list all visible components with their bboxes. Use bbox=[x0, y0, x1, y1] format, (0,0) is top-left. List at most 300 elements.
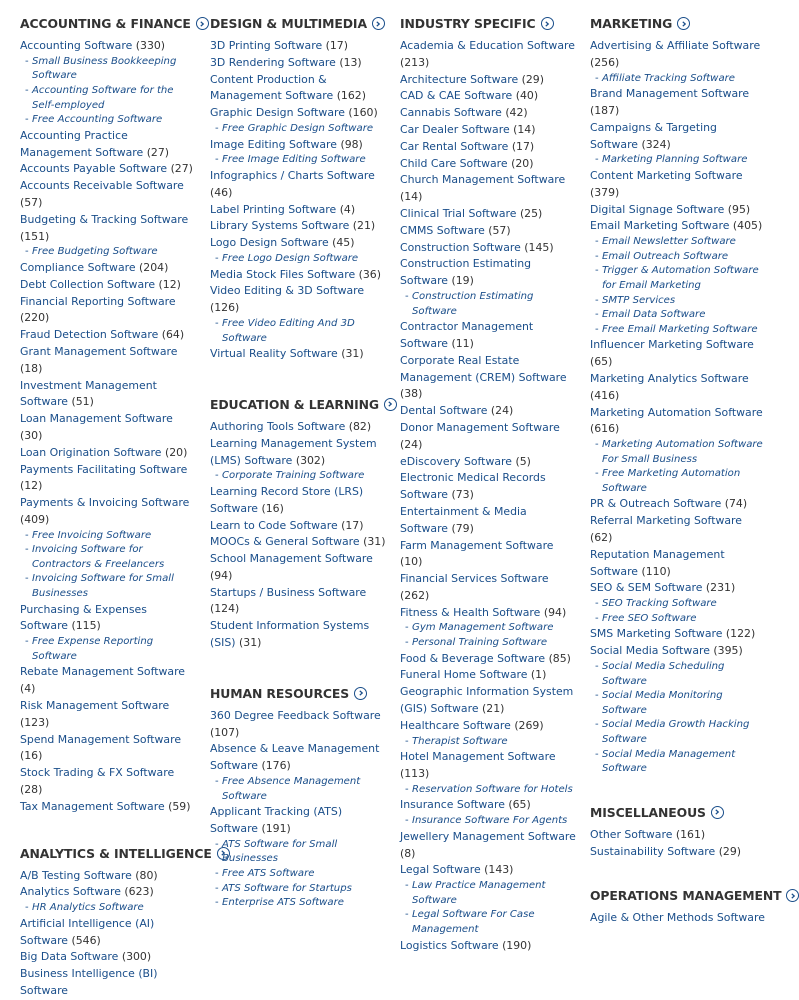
category-name[interactable]: Hotel Management Software bbox=[400, 750, 556, 764]
category-link-media-stock-files-software[interactable] bbox=[210, 267, 388, 284]
category-name[interactable]: PR & Outreach Software bbox=[590, 497, 722, 511]
subcategory-link-free-image-editing-software[interactable]: - Free Image Editing Software bbox=[210, 153, 388, 168]
category-count: (19) bbox=[451, 274, 474, 288]
subcategory-link-legal-software-for-case-management[interactable]: - Legal Software For Case Management bbox=[400, 908, 578, 937]
category-name[interactable]: Fitness & Health Software bbox=[400, 605, 541, 619]
category-link-accounting-software[interactable] bbox=[20, 38, 198, 55]
category-link-budgeting-and-tracking-software[interactable] bbox=[20, 212, 198, 246]
category-name[interactable]: Infographics / Charts Software bbox=[210, 168, 375, 182]
category-count: (80) bbox=[135, 868, 158, 882]
section-heading[interactable] bbox=[400, 16, 578, 31]
category-link-construction-software[interactable] bbox=[400, 240, 578, 257]
category-link-accounting-practice-management-software[interactable] bbox=[20, 128, 198, 162]
category-count: (73) bbox=[451, 488, 474, 502]
category-name[interactable]: Construction Software bbox=[400, 240, 521, 254]
subcategory-link-social-media-management-software[interactable]: - Social Media Management Software bbox=[590, 748, 766, 777]
category-name[interactable]: Financial Reporting Software bbox=[20, 294, 176, 308]
subcategory-link-social-media-scheduling-software[interactable]: - Social Media Scheduling Software bbox=[590, 660, 766, 689]
category-link-risk-management-software[interactable] bbox=[20, 698, 198, 732]
category-count: (546) bbox=[71, 933, 101, 947]
category-name[interactable]: Insurance Software bbox=[400, 798, 505, 812]
category-link-donor-management-software[interactable] bbox=[400, 420, 578, 454]
category-link-startups-business-software[interactable] bbox=[210, 585, 388, 619]
category-link-church-management-software[interactable] bbox=[400, 172, 578, 206]
category-link-clinical-trial-software[interactable] bbox=[400, 206, 578, 223]
category-link-ediscovery-software[interactable] bbox=[400, 454, 578, 471]
category-name[interactable]: Absence & Leave Management Software bbox=[210, 742, 380, 773]
category-link-infographics-charts-software[interactable] bbox=[210, 168, 388, 202]
category-link-content-production-and-management-software[interactable] bbox=[210, 72, 388, 106]
category-link-payments-and-invoicing-software[interactable] bbox=[20, 495, 198, 529]
category-link-marketing-analytics-software[interactable] bbox=[590, 371, 766, 405]
category-count: (126) bbox=[210, 301, 240, 315]
subcategory-link-corporate-training-software[interactable]: - Corporate Training Software bbox=[210, 469, 388, 484]
section-heading[interactable] bbox=[210, 16, 388, 31]
chevron-right-circle-icon[interactable] bbox=[354, 687, 367, 700]
category-name[interactable]: Content Production & Management Software bbox=[210, 72, 334, 103]
category-name[interactable]: 3D Rendering Software bbox=[210, 55, 336, 69]
category-link-sms-marketing-software[interactable] bbox=[590, 626, 766, 643]
category-link-3d-printing-software[interactable] bbox=[210, 38, 388, 55]
category-link-other-software[interactable] bbox=[590, 827, 766, 844]
category-link-academia-and-education-software[interactable] bbox=[400, 38, 578, 72]
category-count: (29) bbox=[521, 72, 544, 86]
category-link-label-printing-software[interactable] bbox=[210, 202, 388, 219]
category-name[interactable]: Farm Management Software bbox=[400, 538, 554, 552]
category-list bbox=[400, 38, 578, 954]
category-name[interactable]: Payments & Invoicing Software bbox=[20, 496, 190, 510]
category-name[interactable]: Tax Management Software bbox=[20, 799, 165, 813]
category-link-grant-management-software[interactable] bbox=[20, 344, 198, 378]
category-name[interactable]: CMMS Software bbox=[400, 223, 485, 237]
category-name[interactable]: Graphic Design Software bbox=[210, 106, 345, 120]
category-link-content-marketing-software[interactable] bbox=[590, 168, 766, 202]
category-name[interactable]: Business Intelligence (BI) Software bbox=[20, 967, 158, 997]
category-link-architecture-software[interactable] bbox=[400, 72, 578, 89]
category-name[interactable]: Legal Software bbox=[400, 863, 481, 877]
category-count: (115) bbox=[71, 619, 101, 633]
category-count: (16) bbox=[261, 501, 284, 515]
category-link-farm-management-software[interactable] bbox=[400, 538, 578, 572]
category-link-video-editing-and-3d-software[interactable] bbox=[210, 283, 388, 317]
category-name[interactable]: Compliance Software bbox=[20, 260, 136, 274]
category-name[interactable]: Startups / Business Software bbox=[210, 585, 367, 599]
category-link-jewellery-management-software[interactable] bbox=[400, 829, 578, 863]
category-name[interactable]: Geographic Information System (GIS) Software bbox=[400, 685, 574, 716]
category-count: (262) bbox=[400, 588, 430, 602]
category-name[interactable]: SEO & SEM Software bbox=[590, 581, 703, 595]
section-heading[interactable] bbox=[210, 397, 388, 412]
category-name[interactable]: Loan Management Software bbox=[20, 412, 173, 426]
category-count: (16) bbox=[20, 749, 43, 763]
category-name[interactable]: Advertising & Affiliate Software bbox=[590, 39, 761, 52]
subcategory-link-free-logo-design-software[interactable]: - Free Logo Design Software bbox=[210, 252, 388, 267]
subcategory-link-free-invoicing-software[interactable]: - Free Invoicing Software bbox=[20, 529, 198, 544]
category-name[interactable]: Purchasing & Expenses Software bbox=[20, 602, 147, 633]
category-name[interactable]: SMS Marketing Software bbox=[590, 627, 723, 641]
category-link-compliance-software[interactable] bbox=[20, 260, 198, 277]
category-link-absence-and-leave-management-software[interactable] bbox=[210, 741, 388, 775]
category-link-spend-management-software[interactable] bbox=[20, 732, 198, 766]
category-name[interactable]: Label Printing Software bbox=[210, 202, 337, 216]
category-name[interactable]: Cannabis Software bbox=[400, 106, 502, 120]
subcategory-link-email-data-software[interactable]: - Email Data Software bbox=[590, 308, 766, 323]
category-name[interactable]: Debt Collection Software bbox=[20, 277, 156, 291]
category-count: (269) bbox=[514, 718, 544, 732]
category-name[interactable]: Jewellery Management Software bbox=[400, 829, 576, 843]
category-name[interactable]: Church Management Software bbox=[400, 173, 566, 187]
category-name[interactable]: Applicant Tracking (ATS) Software bbox=[210, 805, 343, 836]
category-column-3 bbox=[400, 0, 578, 954]
category-count: (42) bbox=[505, 106, 528, 120]
section-heading[interactable] bbox=[210, 686, 388, 701]
category-count: (623) bbox=[124, 885, 154, 899]
category-count: (13) bbox=[339, 55, 362, 69]
category-name[interactable]: Marketing Automation Software bbox=[590, 405, 763, 419]
category-link-student-information-systems-sis[interactable] bbox=[210, 618, 388, 652]
category-link-digital-signage-software[interactable] bbox=[590, 202, 766, 219]
category-count: (27) bbox=[170, 162, 193, 176]
section-heading[interactable] bbox=[20, 845, 212, 861]
category-count: (124) bbox=[210, 602, 240, 616]
category-name[interactable]: Referral Marketing Software bbox=[590, 514, 742, 528]
category-name[interactable]: Healthcare Software bbox=[400, 718, 511, 732]
category-link-healthcare-software[interactable] bbox=[400, 718, 578, 735]
category-link-library-systems-software[interactable] bbox=[210, 218, 388, 235]
category-name[interactable]: Funeral Home Software bbox=[400, 668, 528, 682]
section-human-resources bbox=[210, 686, 388, 911]
category-count: (107) bbox=[210, 725, 240, 739]
category-name[interactable]: Loan Origination Software bbox=[20, 445, 162, 459]
category-name[interactable]: Media Stock Files Software bbox=[210, 267, 356, 281]
category-name[interactable]: Electronic Medical Records Software bbox=[400, 471, 546, 502]
category-link-loan-origination-software[interactable] bbox=[20, 445, 198, 462]
subcategory-link-invoicing-software-for-contractors-and-freelancers[interactable]: - Invoicing Software for Contractors & Freelancers bbox=[20, 543, 198, 572]
category-name[interactable]: Accounting Software bbox=[20, 39, 133, 52]
subcategory-link-affiliate-tracking-software[interactable]: - Affiliate Tracking Software bbox=[590, 72, 766, 87]
category-link-corporate-real-estate-management-crem-software[interactable] bbox=[400, 353, 578, 403]
category-name[interactable]: Clinical Trial Software bbox=[400, 206, 517, 220]
category-name[interactable]: Influencer Marketing Software bbox=[590, 338, 754, 352]
category-name[interactable]: Agile & Other Methods Software bbox=[590, 911, 765, 925]
category-link-learning-management-system-lms-software[interactable] bbox=[210, 436, 388, 470]
category-name[interactable]: Email Marketing Software bbox=[590, 219, 730, 233]
category-link-seo-and-sem-software[interactable] bbox=[590, 580, 766, 597]
category-link-agile-and-other-methods-software[interactable] bbox=[590, 910, 766, 927]
category-link-geographic-information-system-gis-software[interactable] bbox=[400, 684, 578, 718]
category-name[interactable]: Student Information Systems (SIS) bbox=[210, 619, 370, 650]
category-name[interactable]: 3D Printing Software bbox=[210, 39, 323, 52]
category-name[interactable]: Learning Record Store (LRS) Software bbox=[210, 484, 364, 515]
category-link-car-dealer-software[interactable] bbox=[400, 122, 578, 139]
chevron-right-circle-icon[interactable] bbox=[541, 17, 554, 30]
subcategory-link-free-budgeting-software[interactable]: - Free Budgeting Software bbox=[20, 245, 198, 260]
category-link-campaigns-and-targeting-software[interactable] bbox=[590, 120, 766, 154]
category-link-car-rental-software[interactable] bbox=[400, 139, 578, 156]
category-count: (330) bbox=[135, 39, 166, 52]
category-link-applicant-tracking-ats-software[interactable] bbox=[210, 804, 388, 838]
category-name[interactable]: Corporate Real Estate Management (CREM) Software bbox=[400, 353, 567, 384]
category-count: (57) bbox=[20, 195, 43, 209]
category-link-financial-reporting-software[interactable] bbox=[20, 294, 198, 328]
category-link-contractor-management-software[interactable] bbox=[400, 319, 578, 353]
section-marketing bbox=[590, 16, 766, 777]
category-link-tax-management-software[interactable] bbox=[20, 799, 198, 816]
subcategory-link-small-business-bookkeeping-software[interactable]: - Small Business Bookkeeping Software bbox=[20, 55, 198, 84]
category-name[interactable]: Brand Management Software bbox=[590, 87, 750, 101]
category-name[interactable]: Learn to Code Software bbox=[210, 518, 338, 532]
category-link-accounts-receivable-software[interactable] bbox=[20, 178, 198, 212]
category-link-virtual-reality-software[interactable] bbox=[210, 346, 388, 363]
section-heading[interactable] bbox=[20, 16, 198, 31]
category-link-food-and-beverage-software[interactable] bbox=[400, 651, 578, 668]
subcategory-link-law-practice-management-software[interactable]: - Law Practice Management Software bbox=[400, 879, 578, 908]
category-list bbox=[210, 38, 388, 363]
category-name[interactable]: Campaigns & Targeting Software bbox=[590, 120, 717, 151]
category-name[interactable]: Image Editing Software bbox=[210, 137, 337, 151]
category-name[interactable]: Video Editing & 3D Software bbox=[210, 284, 365, 298]
category-name[interactable]: eDiscovery Software bbox=[400, 454, 512, 468]
section-heading[interactable] bbox=[590, 16, 766, 31]
category-count: (213) bbox=[400, 55, 430, 69]
category-link-legal-software[interactable] bbox=[400, 862, 578, 879]
category-link-accounts-payable-software[interactable] bbox=[20, 161, 198, 178]
category-link-business-intelligence-bi-software[interactable] bbox=[20, 966, 198, 1000]
category-name[interactable]: Architecture Software bbox=[400, 72, 519, 86]
category-name[interactable]: Grant Management Software bbox=[20, 344, 178, 358]
category-count: (65) bbox=[508, 798, 531, 812]
category-count: (40) bbox=[515, 89, 539, 103]
category-name[interactable]: Sustainability Software bbox=[590, 844, 716, 858]
category-link-email-marketing-software[interactable] bbox=[590, 218, 766, 235]
category-name[interactable]: A/B Testing Software bbox=[20, 868, 132, 882]
category-name[interactable]: Virtual Reality Software bbox=[210, 347, 338, 361]
category-count: (256) bbox=[590, 55, 620, 69]
category-name[interactable]: Digital Signage Software bbox=[590, 202, 725, 216]
category-link-payments-facilitating-software[interactable] bbox=[20, 462, 198, 496]
category-name[interactable]: Food & Beverage Software bbox=[400, 651, 546, 665]
category-link-loan-management-software[interactable] bbox=[20, 411, 198, 445]
category-name[interactable]: Big Data Software bbox=[20, 950, 119, 964]
category-count: (12) bbox=[158, 277, 181, 291]
subcategory-link-trigger-and-automation-software-for-email-marketing[interactable]: - Trigger & Automation Software for Email Marketing bbox=[590, 264, 766, 293]
chevron-right-circle-icon[interactable] bbox=[384, 398, 397, 411]
category-name[interactable]: Spend Management Software bbox=[20, 732, 182, 746]
category-link-cmms-software[interactable] bbox=[400, 223, 578, 240]
category-link-hotel-management-software[interactable] bbox=[400, 749, 578, 783]
category-link-3d-rendering-software[interactable] bbox=[210, 55, 388, 72]
subcategory-link-invoicing-software-for-small-businesses[interactable]: - Invoicing Software for Small Businesses bbox=[20, 572, 198, 601]
category-name[interactable]: Marketing Analytics Software bbox=[590, 371, 749, 385]
category-name[interactable]: Other Software bbox=[590, 827, 673, 841]
subcategory-link-construction-estimating-software[interactable]: - Construction Estimating Software bbox=[400, 290, 578, 319]
subcategory-link-hr-analytics-software[interactable]: - HR Analytics Software bbox=[20, 901, 198, 916]
category-name[interactable]: Accounts Receivable Software bbox=[20, 179, 184, 193]
category-link-electronic-medical-records-software[interactable] bbox=[400, 470, 578, 504]
category-count: (145) bbox=[524, 240, 554, 254]
category-name[interactable]: Dental Software bbox=[400, 404, 488, 418]
subcategory-link-free-ats-software[interactable]: - Free ATS Software bbox=[210, 867, 388, 882]
category-link-stock-trading-and-fx-software[interactable] bbox=[20, 765, 198, 799]
section-heading[interactable] bbox=[590, 888, 782, 904]
category-link-rebate-management-software[interactable] bbox=[20, 664, 198, 698]
category-link-reputation-management-software[interactable] bbox=[590, 547, 766, 581]
category-name[interactable]: CAD & CAE Software bbox=[400, 89, 513, 103]
category-name[interactable]: Entertainment & Media Software bbox=[400, 504, 527, 535]
category-name[interactable]: Stock Trading & FX Software bbox=[20, 766, 175, 780]
category-link-construction-estimating-software[interactable] bbox=[400, 256, 578, 290]
subcategory-link-free-marketing-automation-software[interactable]: - Free Marketing Automation Software bbox=[590, 467, 766, 496]
category-count: (59) bbox=[168, 799, 191, 813]
subcategory-link-gym-management-software[interactable]: - Gym Management Software bbox=[400, 621, 578, 636]
category-link-entertainment-and-media-software[interactable] bbox=[400, 504, 578, 538]
subcategory-link-ats-software-for-small-businesses[interactable]: - ATS Software for Small Businesses bbox=[210, 838, 388, 867]
category-name[interactable]: School Management Software bbox=[210, 552, 373, 566]
category-link-sustainability-software[interactable] bbox=[590, 844, 766, 861]
category-name[interactable]: Risk Management Software bbox=[20, 699, 170, 713]
category-name[interactable]: Car Dealer Software bbox=[400, 122, 510, 136]
subcategory-link-marketing-automation-software-for-small-business[interactable]: - Marketing Automation Software For Small Business bbox=[590, 438, 766, 467]
category-link-analytics-software[interactable] bbox=[20, 884, 198, 901]
category-name[interactable]: 360 Degree Feedback Software bbox=[210, 708, 381, 722]
category-name[interactable]: Child Care Software bbox=[400, 156, 508, 170]
subcategory-link-social-media-growth-hacking-software[interactable]: - Social Media Growth Hacking Software bbox=[590, 718, 766, 747]
subcategory-link-free-expense-reporting-software[interactable]: - Free Expense Reporting Software bbox=[20, 635, 198, 664]
category-count: (18) bbox=[20, 361, 43, 375]
category-name[interactable]: Academia & Education Software bbox=[400, 39, 575, 52]
category-count: (24) bbox=[490, 404, 514, 418]
subcategory-link-therapist-software[interactable]: - Therapist Software bbox=[400, 735, 578, 750]
category-link-learn-to-code-software[interactable] bbox=[210, 518, 388, 535]
category-link-brand-management-software[interactable] bbox=[590, 86, 766, 120]
subcategory-link-reservation-software-for-hotels[interactable]: - Reservation Software for Hotels bbox=[400, 783, 578, 798]
category-name[interactable]: Contractor Management Software bbox=[400, 320, 534, 350]
category-name[interactable]: Donor Management Software bbox=[400, 420, 560, 434]
category-link-influencer-marketing-software[interactable] bbox=[590, 337, 766, 371]
category-name[interactable]: Construction Estimating Software bbox=[400, 257, 532, 288]
category-name[interactable]: Logo Design Software bbox=[210, 236, 329, 250]
category-name[interactable]: Artificial Intelligence (AI) Software bbox=[20, 916, 155, 947]
category-link-cannabis-software[interactable] bbox=[400, 105, 578, 122]
category-link-debt-collection-software[interactable] bbox=[20, 277, 198, 294]
subcategory-link-email-outreach-software[interactable]: - Email Outreach Software bbox=[590, 250, 766, 265]
category-name[interactable]: Authoring Tools Software bbox=[210, 419, 346, 433]
subcategory-link-social-media-monitoring-software[interactable]: - Social Media Monitoring Software bbox=[590, 689, 766, 718]
section-title: HUMAN RESOURCES bbox=[210, 685, 350, 701]
category-count: (31) bbox=[363, 535, 386, 549]
category-count: (5) bbox=[515, 454, 531, 468]
category-count: (25) bbox=[519, 206, 543, 220]
chevron-right-circle-icon[interactable] bbox=[711, 806, 724, 819]
category-link-artificial-intelligence-ai-software[interactable] bbox=[20, 916, 198, 950]
subcategory-link-seo-tracking-software[interactable]: - SEO Tracking Software bbox=[590, 597, 766, 612]
category-name[interactable]: Investment Management Software bbox=[20, 378, 157, 409]
subcategory-link-accounting-software-for-the-self-employed[interactable]: - Accounting Software for the Self-employed bbox=[20, 84, 198, 113]
subcategory-link-free-absence-management-software[interactable]: - Free Absence Management Software bbox=[210, 775, 388, 804]
category-count: (30) bbox=[20, 428, 43, 442]
category-name[interactable]: Social Media Software bbox=[590, 644, 710, 658]
subcategory-link-ats-software-for-startups[interactable]: - ATS Software for Startups bbox=[210, 882, 388, 897]
category-link-logistics-software[interactable] bbox=[400, 938, 578, 955]
category-link-dental-software[interactable] bbox=[400, 403, 578, 420]
category-name[interactable]: Logistics Software bbox=[400, 938, 499, 952]
category-name[interactable]: Financial Services Software bbox=[400, 572, 549, 586]
category-name[interactable]: Payments Facilitating Software bbox=[20, 462, 188, 476]
category-name[interactable]: Accounts Payable Software bbox=[20, 162, 168, 176]
section-heading[interactable] bbox=[590, 805, 766, 820]
category-link-360-degree-feedback-software[interactable] bbox=[210, 708, 388, 742]
subcategory-link-marketing-planning-software[interactable]: - Marketing Planning Software bbox=[590, 153, 766, 168]
category-name[interactable]: Content Marketing Software bbox=[590, 168, 743, 182]
category-link-moocs-and-general-software[interactable] bbox=[210, 534, 388, 551]
category-link-investment-management-software[interactable] bbox=[20, 378, 198, 412]
category-link-image-editing-software[interactable] bbox=[210, 137, 388, 154]
category-name[interactable]: Rebate Management Software bbox=[20, 665, 186, 679]
category-link-funeral-home-software[interactable] bbox=[400, 667, 578, 684]
category-link-graphic-design-software[interactable] bbox=[210, 105, 388, 122]
subcategory-link-free-video-editing-and-3d-software[interactable]: - Free Video Editing And 3D Software bbox=[210, 317, 388, 346]
subcategory-link-free-graphic-design-software[interactable]: - Free Graphic Design Software bbox=[210, 122, 388, 137]
subcategory-link-free-accounting-software[interactable]: - Free Accounting Software bbox=[20, 113, 198, 128]
category-link-a-b-testing-software[interactable] bbox=[20, 868, 198, 885]
category-link-insurance-software[interactable] bbox=[400, 797, 578, 814]
category-name[interactable]: Reputation Management Software bbox=[590, 547, 725, 578]
chevron-right-circle-icon[interactable] bbox=[786, 889, 799, 902]
category-link-big-data-software[interactable] bbox=[20, 949, 198, 966]
subcategory-link-free-email-marketing-software[interactable]: - Free Email Marketing Software bbox=[590, 323, 766, 338]
category-link-referral-marketing-software[interactable] bbox=[590, 513, 766, 547]
category-name[interactable]: Learning Management System (LMS) Software bbox=[210, 436, 377, 467]
category-link-fraud-detection-software[interactable] bbox=[20, 327, 198, 344]
category-count: (160) bbox=[348, 106, 378, 120]
category-name[interactable]: Analytics Software bbox=[20, 885, 121, 899]
category-link-authoring-tools-software[interactable] bbox=[210, 419, 388, 436]
subcategory-link-personal-training-software[interactable]: - Personal Training Software bbox=[400, 636, 578, 651]
category-list bbox=[590, 827, 766, 861]
category-link-logo-design-software[interactable] bbox=[210, 235, 388, 252]
category-link-fitness-and-health-software[interactable] bbox=[400, 605, 578, 622]
category-link-advertising-and-affiliate-software[interactable] bbox=[590, 38, 766, 72]
chevron-right-circle-icon[interactable] bbox=[372, 17, 385, 30]
chevron-right-circle-icon[interactable] bbox=[196, 17, 209, 30]
category-count: (302) bbox=[295, 453, 326, 467]
category-name[interactable]: Fraud Detection Software bbox=[20, 328, 159, 342]
category-link-child-care-software[interactable] bbox=[400, 156, 578, 173]
category-link-cad-and-cae-software[interactable] bbox=[400, 88, 578, 105]
category-link-pr-and-outreach-software[interactable] bbox=[590, 496, 766, 513]
chevron-right-circle-icon[interactable] bbox=[677, 17, 690, 30]
subcategory-link-insurance-software-for-agents[interactable]: - Insurance Software For Agents bbox=[400, 814, 578, 829]
category-name[interactable]: Budgeting & Tracking Software bbox=[20, 212, 189, 226]
category-name[interactable]: Library Systems Software bbox=[210, 219, 350, 233]
subcategory-link-enterprise-ats-software[interactable]: - Enterprise ATS Software bbox=[210, 896, 388, 911]
category-link-learning-record-store-lrs-software[interactable] bbox=[210, 484, 388, 518]
category-count: (110) bbox=[641, 564, 671, 578]
category-link-purchasing-and-expenses-software[interactable] bbox=[20, 602, 198, 636]
category-name[interactable]: Car Rental Software bbox=[400, 139, 509, 153]
subcategory-link-smtp-services[interactable]: - SMTP Services bbox=[590, 294, 766, 309]
category-name[interactable]: MOOCs & General Software bbox=[210, 535, 360, 549]
category-count: (405) bbox=[732, 219, 763, 233]
section-operations-management bbox=[590, 888, 782, 927]
subcategory-link-free-seo-software[interactable]: - Free SEO Software bbox=[590, 612, 766, 627]
subcategory-link-email-newsletter-software[interactable]: - Email Newsletter Software bbox=[590, 235, 766, 250]
category-link-financial-services-software[interactable] bbox=[400, 571, 578, 605]
category-link-marketing-automation-software[interactable] bbox=[590, 405, 766, 439]
category-link-school-management-software[interactable] bbox=[210, 551, 388, 585]
category-name[interactable]: Accounting Practice Management Software bbox=[20, 128, 144, 159]
category-link-social-media-software[interactable] bbox=[590, 643, 766, 660]
